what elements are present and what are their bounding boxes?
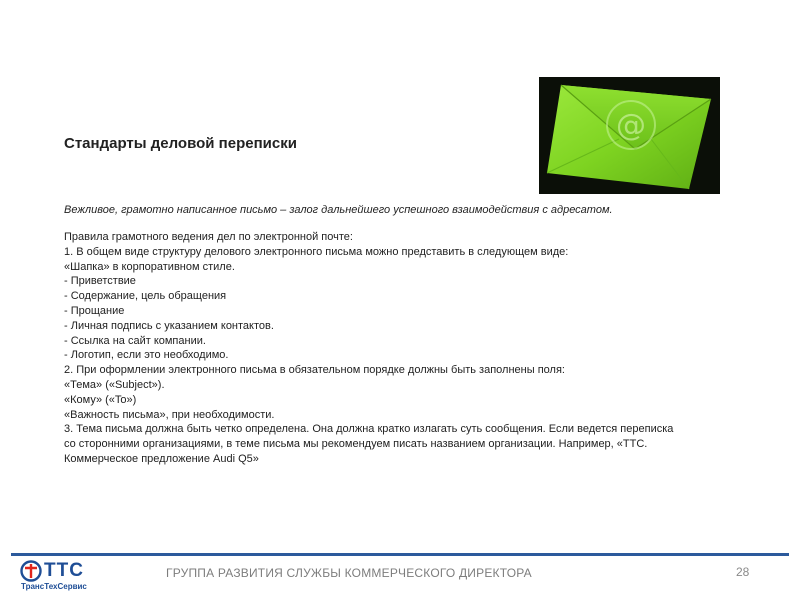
body-line: - Прощание [64, 304, 125, 317]
body-line: 2. При оформлении электронного письма в обязательном порядке должны быть заполнены поля: [64, 364, 565, 377]
body-line: «Кому» («To») [64, 393, 137, 406]
logo-wordmark: ТТС [44, 560, 84, 581]
footer-divider [11, 553, 789, 556]
footer-group-name: ГРУППА РАЗВИТИЯ СЛУЖБЫ КОММЕРЧЕСКОГО ДИРЕКТОРА [166, 566, 532, 580]
body-line: - Содержание, цель обращения [64, 290, 227, 303]
body-line: 3. Тема письма должна быть четко определена. Она должна кратко излагать суть сообщения. Если ведется переписка [64, 423, 674, 436]
body-line: 1. В общем виде структуру делового электронного письма можно представить в следующем виде: [64, 245, 569, 258]
slide-subtitle: Вежливое, грамотно написанное письмо – залог дальнейшего успешного взаимодействия с адресатом. [64, 204, 613, 216]
at-symbol: @ [616, 108, 646, 143]
body-line: со сторонними организациями, в теме письма мы рекомендуем писать названием организации. Например, «ТТС. [64, 438, 648, 451]
email-rules-text [64, 230, 764, 467]
body-line: «Важность письма», при необходимости. [64, 408, 275, 421]
body-line: - Ссылка на сайт компании. [64, 334, 206, 347]
envelope-image [539, 77, 720, 194]
slide-title: Стандарты деловой переписки [64, 135, 297, 152]
envelope-icon [539, 77, 720, 194]
body-line: - Приветствие [64, 275, 136, 288]
body-line: - Личная подпись с указанием контактов. [64, 319, 274, 332]
body-line: Коммерческое предложение Audi Q5» [64, 452, 259, 465]
body-line: - Логотип, если это необходимо. [64, 349, 229, 362]
logo-tagline: ТрансТехСервис [21, 582, 87, 591]
company-logo [20, 560, 100, 596]
body-line: Правила грамотного ведения дел по электронной почте: [64, 231, 353, 243]
body-line: «Шапка» в корпоративном стиле. [64, 260, 235, 273]
page-number: 28 [736, 565, 750, 579]
body-line: «Тема» («Subject»). [64, 378, 165, 391]
logo-emblem-icon [20, 560, 42, 582]
